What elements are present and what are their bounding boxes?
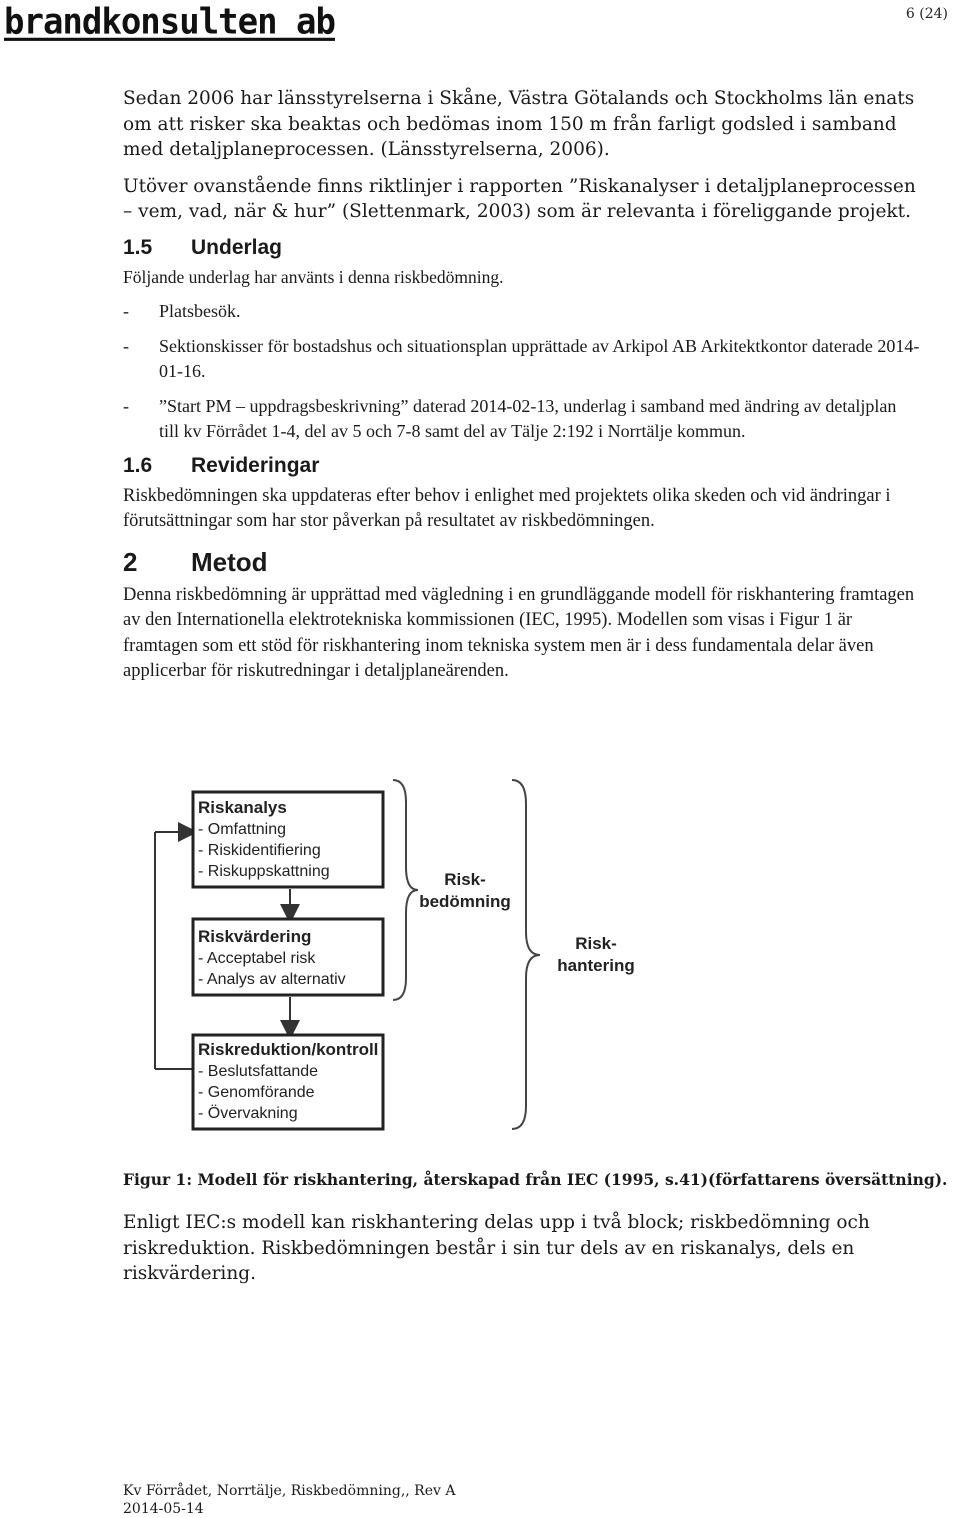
paragraph-iec-model: Enligt IEC:s modell kan riskhantering delas upp i två block; riskbedömning och riskreduktion. Riskbedömningen består i sin tur dels av en riskanalys, dels en riskvärdering.: [123, 1212, 870, 1284]
page-footer: [123, 1482, 455, 1518]
riskvardering-title: Riskvärdering: [198, 927, 312, 946]
list-item: [123, 299, 920, 325]
brace-riskbedomning: [393, 780, 418, 1000]
riskanalys-title: Riskanalys: [198, 798, 287, 817]
main-content: [123, 86, 920, 685]
list-item-text: Sektionskisser för bostadshus och situationsplan upprättade av Arkipol AB Arkitektkontor daterade 2014-01-16.: [159, 335, 920, 381]
underlag-intro: Följande underlag har använts i denna riskbedömning.: [123, 266, 504, 287]
label-riskhantering-line1: Risk-: [575, 934, 617, 953]
riskreduktion-item: - Genomförande: [198, 1084, 315, 1101]
riskvardering-item: - Acceptabel risk: [198, 950, 316, 967]
riskvardering-item: - Analys av alternativ: [198, 971, 346, 988]
section-heading-underlag: [123, 233, 920, 263]
dash-bullet: -: [123, 301, 129, 321]
dash-bullet: -: [123, 335, 129, 356]
section-title: Metod: [191, 546, 268, 577]
section-number: 1.6: [123, 453, 153, 477]
revideringar-text: Riskbedömningen ska uppdateras efter behov i enlighet med projektets olika skeden och vid ändringar i förutsättningar som har stor påverkan på resultatet av riskbedömningen.: [123, 485, 891, 531]
list-item: [123, 394, 920, 445]
section-number: 1.5: [123, 235, 153, 259]
list-item-text: Platsbesök.: [159, 301, 241, 321]
section-heading-metod: [123, 545, 920, 579]
page-number: 6 (24): [905, 6, 948, 22]
riskanalys-item: - Omfattning: [198, 821, 287, 838]
figure-caption: Figur 1: Modell för riskhantering, återskapad från IEC (1995, s.41)(författarens översättning).: [123, 1170, 948, 1189]
riskreduktion-item: - Beslutsfattande: [198, 1063, 319, 1080]
footer-document: Kv Förrådet, Norrtälje, Riskbedömning,, Rev A: [123, 1483, 456, 1499]
riskanalys-item: - Riskidentifiering: [198, 842, 321, 859]
brace-riskhantering: [512, 780, 540, 1129]
label-riskbedomning-line2: bedömning: [419, 892, 511, 911]
paragraph-riktlinjer: Utöver ovanstående finns riktlinjer i rapporten ”Riskanalyser i detaljplaneprocessen – vem, vad, när & hur” (Slettenmark, 2003) som är relevanta i föreliggande projekt.: [123, 175, 916, 222]
riskreduktion-item: - Övervakning: [198, 1105, 298, 1122]
section-title: Underlag: [191, 235, 283, 259]
section-number: 2: [123, 546, 138, 577]
footer-date: 2014-05-14: [123, 1501, 204, 1517]
paragraph-lansstyrelserna: Sedan 2006 har länsstyrelserna i Skåne, Västra Götalands och Stockholms län enats om att risker ska beaktas och bedömas inom 150 m från farligt godsled i samband med detaljplaneprocessen. (Länsstyrelserna, 2006).: [123, 88, 915, 160]
riskreduktion-title: Riskreduktion/kontroll: [198, 1040, 379, 1059]
company-logo: brandkonsulten ab: [4, 1, 335, 43]
underlag-list: [123, 299, 920, 445]
riskanalys-item: - Riskuppskattning: [198, 863, 330, 880]
dash-bullet: -: [123, 395, 129, 416]
risk-management-figure: [150, 772, 710, 1132]
section-heading-revideringar: [123, 451, 920, 481]
label-riskhantering-line2: hantering: [557, 956, 635, 975]
label-riskbedomning-line1: Risk-: [444, 870, 486, 889]
metod-text: Denna riskbedömning är upprättad med vägledning i en grundläggande modell för riskhantering framtagen av den Internationella elektrotekniska kommissionen (IEC, 1995). Modellen som visas i Figur 1 är framtagen som ett stöd för riskhantering inom tekniska system men är i dess fundamentala delar även applicerbar för riskutredningar i detaljplaneärenden.: [123, 584, 915, 681]
section-title: Revideringar: [191, 453, 320, 477]
list-item: [123, 334, 920, 385]
list-item-text: ”Start PM – uppdragsbeskrivning” daterad 2014-02-13, underlag i samband med ändring av detaljplan till kv Förrådet 1-4, del av 5 och 7-8 samt del av Tälje 2:192 i Norrtälje kommun.: [159, 395, 897, 441]
